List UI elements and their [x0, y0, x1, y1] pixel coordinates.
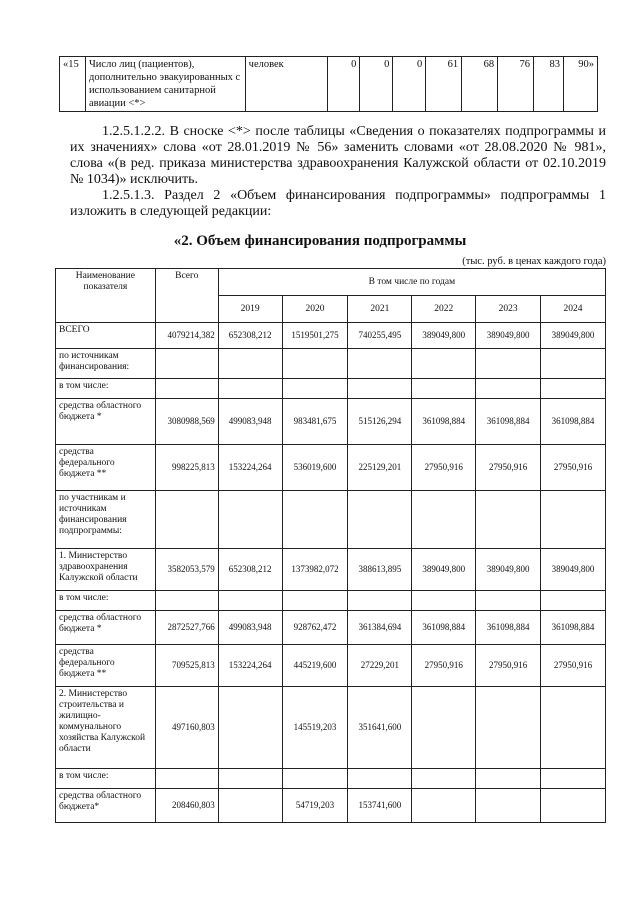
indicator-name: Число лиц (пациентов), дополнительно эвакуированных с использованием санитарной авиации <*> [85, 57, 245, 112]
year-value-cell [218, 789, 282, 823]
year-value-cell: 983481,675 [282, 399, 348, 445]
table-row [56, 789, 606, 823]
year-value-cell: 153741,600 [348, 789, 412, 823]
year-value-cell [412, 379, 476, 399]
section-title: «2. Объем финансирования подпрограммы [173, 233, 467, 249]
year-value-cell [541, 769, 606, 789]
year-value-cell [218, 491, 282, 549]
paragraph-text: 1.2.5.1.3. Раздел 2 «Объем финансирования подпрограммы» подпрограммы 1 изложить в следующей редакции: [70, 188, 606, 219]
year-value-cell [541, 687, 606, 769]
year-value-cell [476, 349, 541, 379]
total-cell: 4079214,382 [155, 323, 218, 349]
year-value-cell [541, 349, 606, 379]
table-header-row [56, 269, 606, 296]
table-row [56, 687, 606, 769]
year-value-cell: 389049,800 [412, 549, 476, 591]
year-value-cell: 27950,916 [412, 445, 476, 491]
row-label: 1. Министерство здравоохранения Калужской области [56, 549, 156, 591]
year-value-cell: 153224,264 [218, 445, 282, 491]
year-value-cell: 1519501,275 [282, 323, 348, 349]
row-label: по участникам и источникам финансирования подпрограммы: [56, 491, 156, 549]
year-value-cell: 389049,800 [476, 549, 541, 591]
year-value-cell: 225129,201 [348, 445, 412, 491]
row-label: ВСЕГО [56, 323, 156, 349]
indicators-table-fragment [59, 56, 598, 112]
year-value-cell [412, 349, 476, 379]
row-label: средства областного бюджета* [56, 789, 156, 823]
financing-table [55, 268, 606, 823]
year-value-cell: 1373982,072 [282, 549, 348, 591]
indicator-value: 0 [393, 57, 426, 112]
year-value-cell: 361098,884 [476, 611, 541, 645]
total-cell: 3582053,579 [155, 549, 218, 591]
year-value-cell: 351641,600 [348, 687, 412, 769]
column-header-year: 2023 [476, 296, 541, 323]
year-value-cell [282, 349, 348, 379]
total-cell: 709525,813 [155, 645, 218, 687]
year-value-cell [348, 769, 412, 789]
year-value-cell [218, 591, 282, 611]
year-value-cell: 27229,201 [348, 645, 412, 687]
year-value-cell [412, 789, 476, 823]
total-cell [155, 769, 218, 789]
row-label: 2. Министерство строительства и жилищно-коммунального хозяйства Калужской области [56, 687, 156, 769]
year-value-cell [476, 379, 541, 399]
row-label: по источникам финансирования: [56, 349, 156, 379]
total-cell: 3080988,569 [155, 399, 218, 445]
year-value-cell [412, 687, 476, 769]
column-header-total: Всего [155, 269, 218, 323]
column-header-year: 2021 [348, 296, 412, 323]
year-value-cell: 27950,916 [412, 645, 476, 687]
total-cell: 998225,813 [155, 445, 218, 491]
table-row [56, 349, 606, 379]
year-value-cell: 361384,694 [348, 611, 412, 645]
indicator-value: 76 [498, 57, 534, 112]
year-value-cell [541, 491, 606, 549]
row-number: «15 [60, 57, 86, 112]
year-value-cell: 27950,916 [476, 445, 541, 491]
row-label: в том числе: [56, 591, 156, 611]
year-value-cell [348, 491, 412, 549]
total-cell [155, 349, 218, 379]
paragraph-text: 1.2.5.1.2.2. В сноске <*> после таблицы «Сведения о показателях подпрограммы и их значениях» слова «от 28.01.2019 № 56» заменить словами «от 28.08.2020 № 981», слова «(в ред. приказа министерства здравоохранения Калужской области от 02.10.2019 № 1034)» исключить. [70, 124, 606, 187]
row-label: средства федерального бюджета ** [56, 645, 156, 687]
year-value-cell [282, 591, 348, 611]
table-row [56, 591, 606, 611]
year-value-cell: 928762,472 [282, 611, 348, 645]
year-value-cell [476, 591, 541, 611]
year-value-cell [282, 491, 348, 549]
column-header-year: 2020 [282, 296, 348, 323]
year-value-cell: 389049,800 [541, 323, 606, 349]
year-value-cell: 361098,884 [541, 611, 606, 645]
indicator-unit: человек [245, 57, 327, 112]
year-value-cell: 27950,916 [476, 645, 541, 687]
table-row [56, 491, 606, 549]
row-label: в том числе: [56, 769, 156, 789]
year-value-cell [412, 491, 476, 549]
indicator-value: 0 [360, 57, 393, 112]
year-value-cell: 652308,212 [218, 323, 282, 349]
year-value-cell [412, 769, 476, 789]
year-value-cell [218, 349, 282, 379]
year-value-cell [541, 789, 606, 823]
year-value-cell: 54719,203 [282, 789, 348, 823]
year-value-cell: 27950,916 [541, 445, 606, 491]
year-value-cell: 515126,294 [348, 399, 412, 445]
year-value-cell: 652308,212 [218, 549, 282, 591]
year-value-cell [412, 591, 476, 611]
indicator-row-15 [60, 57, 598, 112]
year-value-cell: 388613,895 [348, 549, 412, 591]
table-row [56, 323, 606, 349]
row-label: средства областного бюджета * [56, 399, 156, 445]
year-value-cell: 389049,800 [476, 323, 541, 349]
table-row [56, 769, 606, 789]
column-header-name: Наименование показателя [56, 269, 156, 323]
year-value-cell: 445219,600 [282, 645, 348, 687]
table-row [56, 645, 606, 687]
total-cell [155, 591, 218, 611]
indicator-value: 83 [534, 57, 564, 112]
column-header-year: 2022 [412, 296, 476, 323]
year-value-cell [476, 491, 541, 549]
year-value-cell: 536019,600 [282, 445, 348, 491]
year-value-cell [348, 591, 412, 611]
year-value-cell: 389049,800 [412, 323, 476, 349]
indicator-value: 61 [426, 57, 462, 112]
year-value-cell [348, 379, 412, 399]
unit-note: (тыс. руб. в ценах каждого года) [462, 256, 606, 267]
indicator-value: 68 [462, 57, 498, 112]
year-value-cell [476, 789, 541, 823]
year-value-cell [218, 769, 282, 789]
year-value-cell [541, 591, 606, 611]
indicator-value: 90» [563, 57, 597, 112]
total-cell: 497160,803 [155, 687, 218, 769]
year-value-cell: 389049,800 [541, 549, 606, 591]
table-row [56, 399, 606, 445]
year-value-cell: 145519,203 [282, 687, 348, 769]
row-label: средства областного бюджета * [56, 611, 156, 645]
year-value-cell [282, 379, 348, 399]
total-cell: 208460,803 [155, 789, 218, 823]
year-value-cell: 740255,495 [348, 323, 412, 349]
year-value-cell [348, 349, 412, 379]
total-cell [155, 379, 218, 399]
year-value-cell: 27950,916 [541, 645, 606, 687]
table-row [56, 445, 606, 491]
year-value-cell [476, 769, 541, 789]
indicator-value: 0 [327, 57, 360, 112]
year-value-cell [218, 687, 282, 769]
year-value-cell: 361098,884 [412, 399, 476, 445]
row-label: в том числе: [56, 379, 156, 399]
paragraph-footnote-amendment [70, 124, 606, 188]
year-value-cell [282, 769, 348, 789]
year-value-cell: 153224,264 [218, 645, 282, 687]
total-cell [155, 491, 218, 549]
year-value-cell: 499083,948 [218, 399, 282, 445]
column-header-year: 2024 [541, 296, 606, 323]
column-header-years-group: В том числе по годам [218, 269, 605, 296]
paragraph-section-amendment [70, 188, 606, 220]
year-value-cell [476, 687, 541, 769]
year-value-cell [541, 379, 606, 399]
table-row [56, 379, 606, 399]
row-label: средства федерального бюджета ** [56, 445, 156, 491]
total-cell: 2872527,766 [155, 611, 218, 645]
year-value-cell [218, 379, 282, 399]
year-value-cell: 361098,884 [412, 611, 476, 645]
column-header-year: 2019 [218, 296, 282, 323]
year-value-cell: 361098,884 [476, 399, 541, 445]
table-row [56, 611, 606, 645]
year-value-cell: 361098,884 [541, 399, 606, 445]
table-row [56, 549, 606, 591]
year-value-cell: 499083,948 [218, 611, 282, 645]
